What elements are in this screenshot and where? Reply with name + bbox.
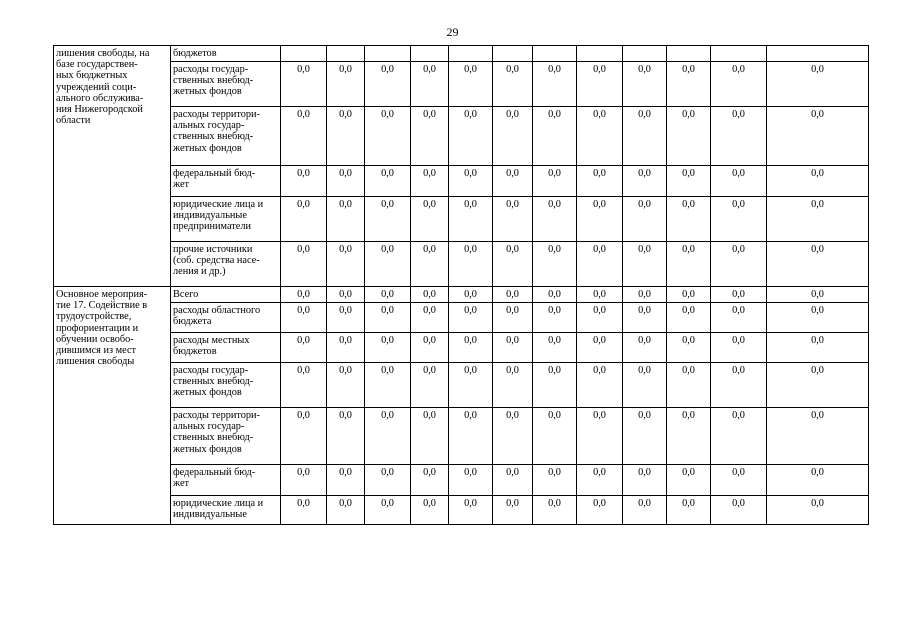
value-cell: 0,0 [711, 62, 767, 107]
value-cell: 0,0 [281, 333, 327, 363]
value-cell: 0,0 [449, 62, 493, 107]
table-row [54, 242, 869, 287]
value-cell: 0,0 [577, 197, 623, 242]
text-line: индивидуальные [173, 210, 247, 222]
funding-source-cell [171, 363, 281, 408]
text-line: расходы территори- [173, 410, 260, 421]
value-cell [493, 46, 533, 62]
value-cell: 0,0 [411, 242, 449, 287]
value-cell: 0,0 [533, 465, 577, 496]
value-cell: 0,0 [281, 107, 327, 166]
table-row [54, 303, 869, 333]
text-line: Основное мероприя- [56, 289, 148, 300]
value-cell: 0,0 [533, 107, 577, 166]
value-cell: 0,0 [327, 333, 365, 363]
value-cell: 0,0 [577, 363, 623, 408]
text-line: бюджета [173, 316, 212, 328]
text-line: расходы местных [173, 335, 250, 346]
value-cell [281, 46, 327, 62]
value-cell: 0,0 [327, 408, 365, 465]
value-cell: 0,0 [449, 496, 493, 525]
value-cell: 0,0 [493, 333, 533, 363]
value-cell: 0,0 [667, 62, 711, 107]
value-cell: 0,0 [533, 408, 577, 465]
value-cell: 0,0 [711, 242, 767, 287]
value-cell: 0,0 [493, 496, 533, 525]
value-cell: 0,0 [533, 62, 577, 107]
value-cell: 0,0 [767, 197, 869, 242]
value-cell: 0,0 [493, 62, 533, 107]
text-line: ных бюджетных [56, 70, 128, 82]
value-cell: 0,0 [327, 242, 365, 287]
value-cell: 0,0 [449, 363, 493, 408]
value-cell: 0,0 [365, 197, 411, 242]
value-cell: 0,0 [281, 287, 327, 303]
value-cell: 0,0 [449, 303, 493, 333]
text-line: лишения свободы, на [56, 48, 150, 59]
text-line: жетных фондов [173, 387, 242, 399]
value-cell: 0,0 [711, 465, 767, 496]
text-line: базе государствен- [56, 59, 138, 71]
value-cell: 0,0 [767, 333, 869, 363]
value-cell: 0,0 [577, 242, 623, 287]
value-cell: 0,0 [281, 62, 327, 107]
value-cell: 0,0 [767, 496, 869, 525]
funding-source-cell [171, 465, 281, 496]
value-cell: 0,0 [493, 363, 533, 408]
text-line: жетных фондов [173, 86, 242, 98]
value-cell: 0,0 [711, 197, 767, 242]
value-cell: 0,0 [533, 333, 577, 363]
value-cell: 0,0 [577, 166, 623, 197]
value-cell: 0,0 [327, 197, 365, 242]
value-cell: 0,0 [493, 287, 533, 303]
value-cell: 0,0 [449, 242, 493, 287]
value-cell: 0,0 [623, 166, 667, 197]
value-cell: 0,0 [767, 287, 869, 303]
funding-source-cell [171, 287, 281, 303]
table-row [54, 363, 869, 408]
value-cell: 0,0 [577, 287, 623, 303]
value-cell: 0,0 [493, 242, 533, 287]
value-cell: 0,0 [327, 303, 365, 333]
value-cell: 0,0 [533, 287, 577, 303]
value-cell: 0,0 [667, 197, 711, 242]
value-cell: 0,0 [365, 166, 411, 197]
value-cell: 0,0 [327, 363, 365, 408]
value-cell: 0,0 [449, 408, 493, 465]
text-line: юридические лица и [173, 199, 264, 210]
text-line: учреждений соци- [56, 81, 137, 93]
value-cell: 0,0 [667, 496, 711, 525]
funding-source-cell [171, 62, 281, 107]
text-line: федеральный бюд- [173, 168, 256, 179]
text-line: (соб. средства насе- [173, 255, 260, 267]
value-cell: 0,0 [533, 197, 577, 242]
funding-source-cell [171, 107, 281, 166]
value-cell: 0,0 [327, 465, 365, 496]
text-line: ления и др.) [173, 266, 226, 278]
value-cell: 0,0 [711, 107, 767, 166]
value-cell: 0,0 [281, 496, 327, 525]
value-cell: 0,0 [411, 465, 449, 496]
value-cell: 0,0 [533, 166, 577, 197]
text-line: ального обслужива- [56, 92, 144, 104]
value-cell: 0,0 [411, 197, 449, 242]
value-cell: 0,0 [667, 166, 711, 197]
value-cell [411, 46, 449, 62]
value-cell: 0,0 [449, 166, 493, 197]
value-cell: 0,0 [365, 107, 411, 166]
text-line: тие 17. Содействие в [56, 300, 148, 312]
value-cell [667, 46, 711, 62]
value-cell: 0,0 [623, 242, 667, 287]
value-cell: 0,0 [711, 287, 767, 303]
value-cell: 0,0 [327, 107, 365, 166]
value-cell [577, 46, 623, 62]
value-cell: 0,0 [767, 107, 869, 166]
text-line: области [56, 115, 91, 127]
value-cell: 0,0 [577, 465, 623, 496]
text-line: трудоустройстве, [56, 311, 132, 323]
value-cell: 0,0 [281, 363, 327, 408]
value-cell: 0,0 [411, 303, 449, 333]
table-row [54, 46, 869, 62]
value-cell: 0,0 [577, 107, 623, 166]
text-line: альных государ- [173, 421, 245, 433]
text-line: расходы государ- [173, 365, 249, 376]
value-cell: 0,0 [623, 363, 667, 408]
text-line: лишения свободы [56, 356, 135, 368]
text-line: ственных внебюд- [173, 376, 254, 388]
text-line: альных государ- [173, 120, 245, 132]
value-cell: 0,0 [493, 303, 533, 333]
value-cell: 0,0 [711, 408, 767, 465]
text-line: профориентации и [56, 322, 139, 334]
value-cell: 0,0 [711, 333, 767, 363]
value-cell: 0,0 [411, 333, 449, 363]
value-cell [533, 46, 577, 62]
value-cell [711, 46, 767, 62]
value-cell: 0,0 [623, 333, 667, 363]
text-line: ния Нижегородской [56, 104, 143, 116]
value-cell: 0,0 [281, 465, 327, 496]
text-line: федеральный бюд- [173, 467, 256, 478]
text-line: бюджетов [173, 346, 217, 358]
value-cell: 0,0 [449, 333, 493, 363]
text-line: жет [173, 478, 190, 490]
value-cell: 0,0 [623, 287, 667, 303]
value-cell [767, 46, 869, 62]
value-cell: 0,0 [767, 62, 869, 107]
value-cell: 0,0 [667, 408, 711, 465]
table-row [54, 465, 869, 496]
value-cell: 0,0 [411, 107, 449, 166]
value-cell: 0,0 [493, 107, 533, 166]
activity-name-cell [54, 46, 171, 287]
value-cell: 0,0 [577, 333, 623, 363]
page-number: 29 [446, 25, 459, 39]
value-cell: 0,0 [281, 408, 327, 465]
table-row [54, 62, 869, 107]
value-cell: 0,0 [767, 303, 869, 333]
text-line: расходы государ- [173, 64, 249, 75]
funding-source-cell [171, 408, 281, 465]
value-cell: 0,0 [411, 166, 449, 197]
value-cell: 0,0 [493, 197, 533, 242]
value-cell: 0,0 [623, 408, 667, 465]
value-cell: 0,0 [411, 496, 449, 525]
text-line: ственных внебюд- [173, 75, 254, 87]
funding-source-cell [171, 46, 281, 62]
value-cell: 0,0 [365, 408, 411, 465]
table-row [54, 496, 869, 525]
text-line: Всего [173, 289, 199, 300]
value-cell: 0,0 [411, 287, 449, 303]
value-cell: 0,0 [327, 287, 365, 303]
value-cell: 0,0 [493, 166, 533, 197]
value-cell: 0,0 [533, 303, 577, 333]
text-line: ственных внебюд- [173, 131, 254, 143]
text-line: индивидуальные [173, 509, 247, 521]
value-cell: 0,0 [493, 408, 533, 465]
budget-table [53, 45, 869, 525]
value-cell: 0,0 [449, 107, 493, 166]
value-cell: 0,0 [449, 287, 493, 303]
value-cell: 0,0 [327, 166, 365, 197]
value-cell: 0,0 [449, 465, 493, 496]
funding-source-cell [171, 197, 281, 242]
funding-source-cell [171, 496, 281, 525]
text-line: бюджетов [173, 48, 217, 59]
activity-name-cell [54, 287, 171, 525]
value-cell: 0,0 [711, 496, 767, 525]
value-cell: 0,0 [623, 496, 667, 525]
value-cell: 0,0 [533, 496, 577, 525]
value-cell: 0,0 [767, 363, 869, 408]
value-cell: 0,0 [577, 303, 623, 333]
value-cell: 0,0 [767, 465, 869, 496]
value-cell: 0,0 [365, 465, 411, 496]
funding-source-cell [171, 242, 281, 287]
value-cell [327, 46, 365, 62]
value-cell: 0,0 [365, 333, 411, 363]
text-line: жетных фондов [173, 443, 242, 455]
value-cell: 0,0 [281, 242, 327, 287]
value-cell: 0,0 [281, 197, 327, 242]
value-cell: 0,0 [411, 363, 449, 408]
value-cell: 0,0 [767, 166, 869, 197]
value-cell: 0,0 [365, 287, 411, 303]
value-cell: 0,0 [577, 62, 623, 107]
value-cell: 0,0 [577, 408, 623, 465]
value-cell: 0,0 [533, 242, 577, 287]
table-row [54, 166, 869, 197]
value-cell: 0,0 [327, 496, 365, 525]
text-line: предприниматели [173, 221, 251, 233]
value-cell: 0,0 [623, 107, 667, 166]
funding-source-cell [171, 303, 281, 333]
value-cell: 0,0 [667, 107, 711, 166]
value-cell: 0,0 [667, 333, 711, 363]
value-cell: 0,0 [667, 303, 711, 333]
table-row [54, 107, 869, 166]
table-row [54, 197, 869, 242]
value-cell [365, 46, 411, 62]
value-cell: 0,0 [365, 363, 411, 408]
value-cell: 0,0 [281, 166, 327, 197]
text-line: юридические лица и [173, 498, 264, 509]
text-line: расходы территори- [173, 109, 260, 120]
text-line: ственных внебюд- [173, 432, 254, 444]
value-cell: 0,0 [667, 363, 711, 408]
value-cell: 0,0 [767, 408, 869, 465]
text-line: обучении освобо- [56, 333, 134, 345]
value-cell: 0,0 [411, 62, 449, 107]
value-cell: 0,0 [365, 62, 411, 107]
table-row [54, 333, 869, 363]
value-cell: 0,0 [623, 197, 667, 242]
value-cell: 0,0 [667, 242, 711, 287]
value-cell: 0,0 [327, 62, 365, 107]
value-cell: 0,0 [667, 465, 711, 496]
value-cell: 0,0 [577, 496, 623, 525]
value-cell: 0,0 [533, 363, 577, 408]
table-row [54, 408, 869, 465]
text-line: жетных фондов [173, 142, 242, 154]
text-line: расходы областного [173, 305, 261, 316]
value-cell: 0,0 [711, 363, 767, 408]
value-cell: 0,0 [623, 303, 667, 333]
text-line: прочие источники [173, 244, 253, 255]
value-cell: 0,0 [623, 62, 667, 107]
value-cell: 0,0 [623, 465, 667, 496]
value-cell [623, 46, 667, 62]
value-cell: 0,0 [365, 303, 411, 333]
value-cell: 0,0 [711, 303, 767, 333]
funding-source-cell [171, 333, 281, 363]
value-cell: 0,0 [711, 166, 767, 197]
value-cell: 0,0 [411, 408, 449, 465]
value-cell: 0,0 [667, 287, 711, 303]
value-cell: 0,0 [365, 496, 411, 525]
value-cell: 0,0 [493, 465, 533, 496]
value-cell: 0,0 [767, 242, 869, 287]
value-cell: 0,0 [281, 303, 327, 333]
value-cell: 0,0 [449, 197, 493, 242]
value-cell: 0,0 [365, 242, 411, 287]
funding-source-cell [171, 166, 281, 197]
value-cell [449, 46, 493, 62]
text-line: жет [173, 179, 190, 191]
table-row [54, 287, 869, 303]
text-line: дившимся из мест [56, 345, 137, 357]
